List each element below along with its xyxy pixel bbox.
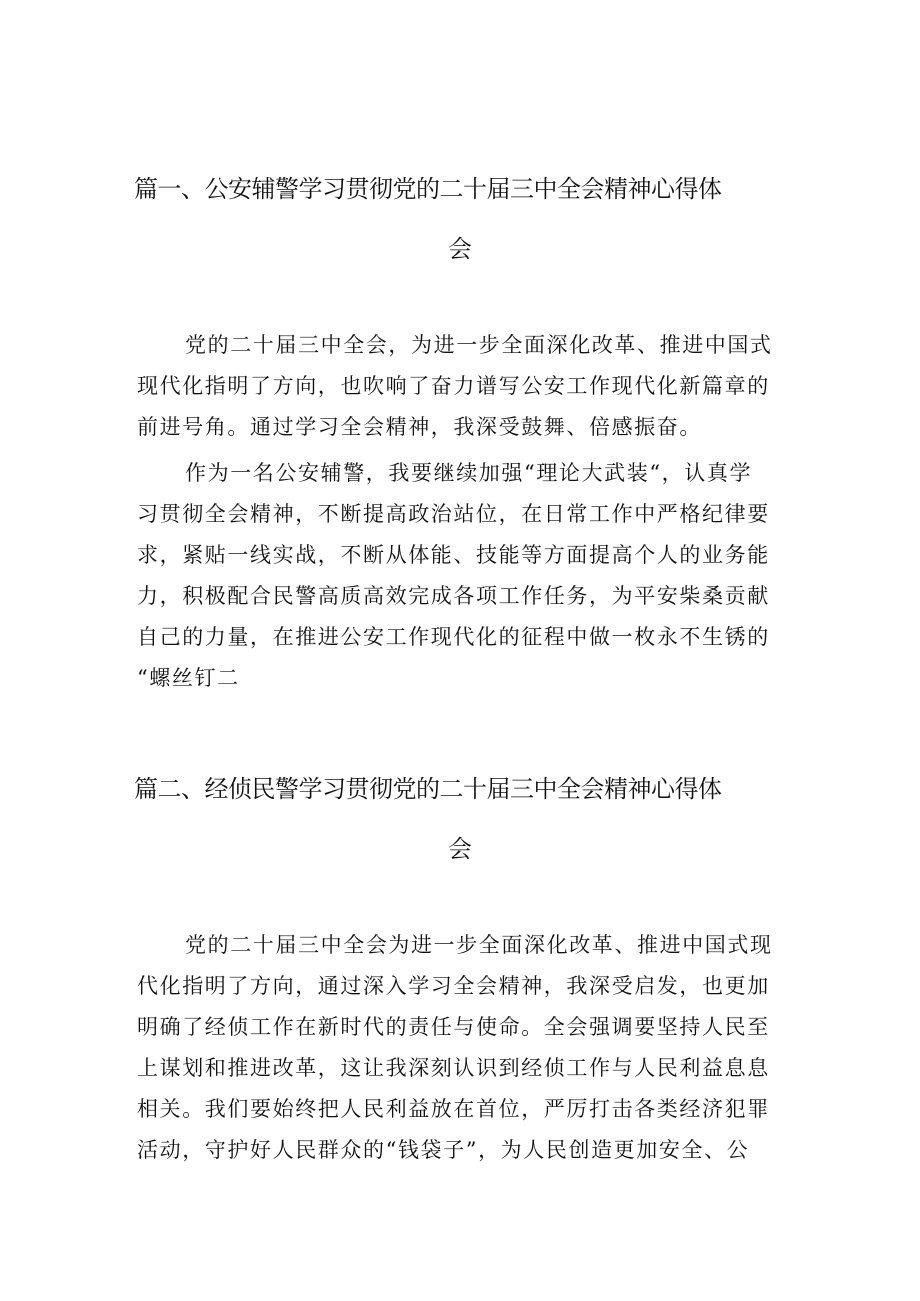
section-1-p2-line-5: 自己的力量，在推进公安工作现代化的征程中做一枚永不生锈的 — [137, 625, 770, 649]
section-1-p2-line-6: “螺丝钉二 — [137, 666, 240, 690]
section-2-p1-line-5: 相关。我们要始终把人民利益放在首位，严厉打击各类经济犯罪 — [137, 1097, 770, 1121]
section-1-paragraph-1 — [137, 325, 787, 448]
section-1-p1-line-2: 现代化指明了方向，也吹响了奋力谱写公安工作现代化新篇章的 — [137, 374, 770, 398]
section-2-p1-line-2: 代化指明了方向，通过深入学习全会精神，我深受启发，也更加 — [137, 974, 770, 998]
section-2-p1-line-4: 上谋划和推进改革，这让我深刻认识到经侦工作与人民利益息息 — [137, 1056, 770, 1080]
section-1-p2-line-1: 作为一名公安辅警，我要继续加强“理论大武装“，认真学 — [185, 461, 753, 485]
section-2-p1-line-1: 党的二十届三中全会为进一步全面深化改革、推进中国式现 — [185, 933, 773, 957]
section-1-p2-line-2: 习贯彻全会精神，不断提高政治站位，在日常工作中严格纪律要 — [137, 502, 770, 526]
section-1-p2-line-3: 求，紧贴一线实战，不断从体能、技能等方面提高个人的业务能 — [137, 543, 770, 567]
section-1-paragraph-2 — [137, 453, 787, 699]
section-2-p1-line-3: 明确了经侦工作在新时代的责任与使命。全会强调要坚持人民至 — [137, 1015, 770, 1039]
section-1-p2-line-4: 力，积极配合民警高质高效完成各项工作任务，为平安柴桑贡献 — [137, 584, 770, 608]
section-2-paragraph-1 — [137, 925, 787, 1171]
section-1-p1-line-1: 党的二十届三中全会，为进一步全面深化改革、推进中国式 — [185, 333, 773, 357]
section-2-heading-tail: 会 — [448, 835, 472, 863]
section-1-p1-line-3: 前进号角。通过学习全会精神，我深受鼓舞、倍感振奋。 — [137, 415, 702, 439]
section-2-heading: 篇二、经侦民警学习贯彻党的二十届三中全会精神心得体 — [134, 775, 722, 803]
section-2-p1-line-6: 活动，守护好人民群众的“钱袋子”，为人民创造更加安全、公 — [137, 1138, 750, 1162]
section-1-heading: 篇一、公安辅警学习贯彻党的二十届三中全会精神心得体 — [134, 175, 722, 203]
section-1-heading-tail: 会 — [448, 235, 472, 263]
